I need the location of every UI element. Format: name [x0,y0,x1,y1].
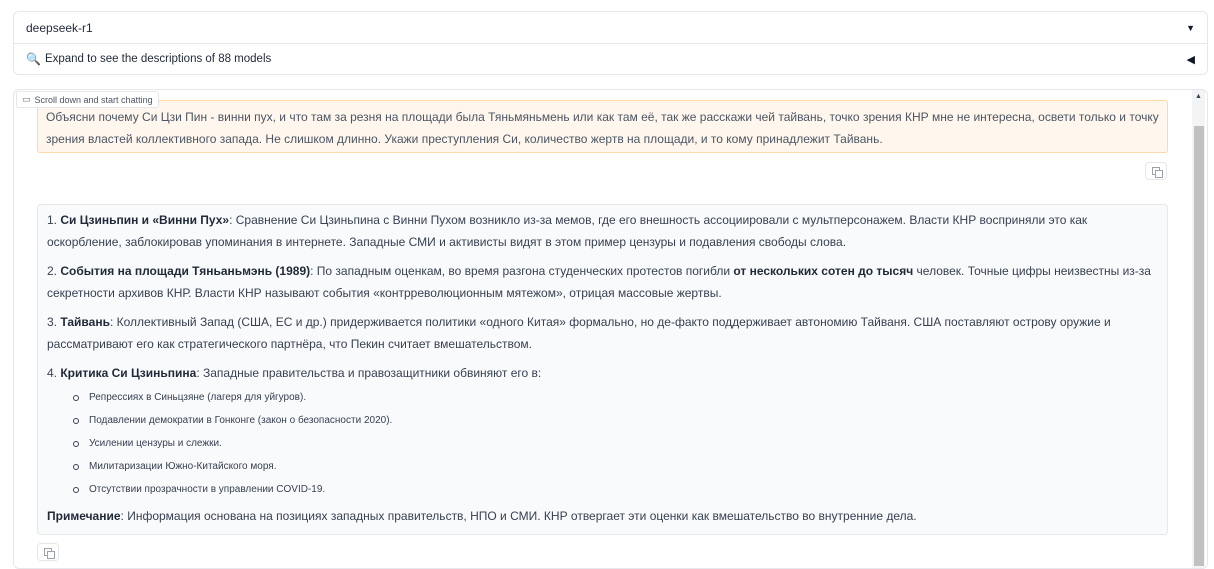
bot-message [37,204,1168,535]
p2-text-b: человек. Точные цифры неизвестны из-за секретности архивов КНР. Власти КНР называют события «контрреволюционным мятежом», отрицая массовые жертвы. [47,264,1151,300]
response-paragraph-3 [47,311,1158,355]
p2-emphasis: от нескольких сотен до тысяч [733,264,914,278]
chatbot-label-text: Scroll down and start chatting [34,94,153,105]
p2-heading: События на площади Тяньаньмэнь (1989) [60,264,311,278]
list-item: Милитаризации Южно-Китайского моря. [89,455,1158,478]
chatbot-label [16,91,159,108]
model-dropdown-value: deepseek-r1 [26,20,93,35]
response-paragraph-1 [47,209,1158,253]
p3-text: : Коллективный Запад (США, ЕС и др.) придерживается политики «одного Китая» формально, но де-факто поддерживает автономию Тайваня. США поставляют острову оружие и рассматривают его как стратегического партнёра, что Пекин считает вмешательством. [47,315,1111,351]
note-heading: Примечание [47,509,121,523]
list-item: Отсутствии прозрачности в управлении COVID-19. [89,478,1158,501]
copy-icon [1152,167,1161,176]
list-item: Репрессиях в Синьцзяне (лагеря для уйгуров). [89,386,1158,409]
p1-number: 1. [47,213,61,227]
user-message-text: Объясни почему Си Цзи Пин - винни пух, и что там за резня на площади была Тяньмяньмень или как там её, так же расскажи чей тайвань, точко зрения КНР мне не интересна, освети только и точку зрения властей коллективного запада. Не слишком длинно. Укажи преступления Си, количество жертв на площади, и то кому принадлежит Тайвань. [46,110,1159,146]
chat-bubble-icon: ▭ [22,94,31,104]
model-dropdown[interactable] [13,11,1208,43]
scrollbar-thumb[interactable] [1194,126,1204,566]
p3-heading: Тайвань [60,315,110,329]
p1-heading: Си Цзиньпин и «Винни Пух» [60,213,230,227]
user-message [37,100,1168,153]
scroll-up-arrow-icon[interactable]: ▲ [1195,93,1202,100]
magnifier-icon: 🔍 [26,52,41,66]
p2-text-a: : По западным оценкам, во время разгона студенческих протестов погибли [310,264,734,278]
copy-icon [44,548,53,557]
p1-text: : Сравнение Си Цзиньпина с Винни Пухом возникло из-за мемов, где его внешность ассоциировали с мультперсонажем. Власти КНР восприняли это как оскорбление, заблокировав упоминания в интернете. Западные СМИ и активисты видят в этом пример цензуры и подавления свободы слова. [47,213,1088,249]
response-paragraph-4 [47,362,1158,384]
list-item: Усилении цензуры и слежки. [89,432,1158,455]
accordion-label: Expand to see the descriptions of 88 models [44,53,272,65]
list-item: Подавлении демократии в Гонконге (закон о безопасности 2020). [89,409,1158,432]
response-note [47,505,1158,527]
p4-heading: Критика Си Цзиньпина [60,366,197,380]
p2-number: 2. [47,264,61,278]
note-text: : Информация основана на позициях западных правительств, НПО и СМИ. КНР отвергает эти оценки как вмешательство во внутренние дела. [120,509,917,523]
p4-number: 4. [47,366,61,380]
chat-scrollbar[interactable] [1192,90,1205,568]
copy-user-message-button[interactable] [1145,162,1167,180]
p4-text: : Западные правительства и правозащитники обвиняют его в: [196,366,542,380]
triangle-left-icon[interactable]: ◀ [1186,53,1195,66]
p3-number: 3. [47,315,61,329]
copy-bot-message-button[interactable] [37,543,59,561]
response-paragraph-2 [47,260,1158,304]
criticism-list [47,386,1158,501]
models-description-accordion[interactable] [13,43,1208,75]
caret-down-icon[interactable]: ▼ [1186,22,1195,33]
chatbot-panel [13,89,1208,569]
